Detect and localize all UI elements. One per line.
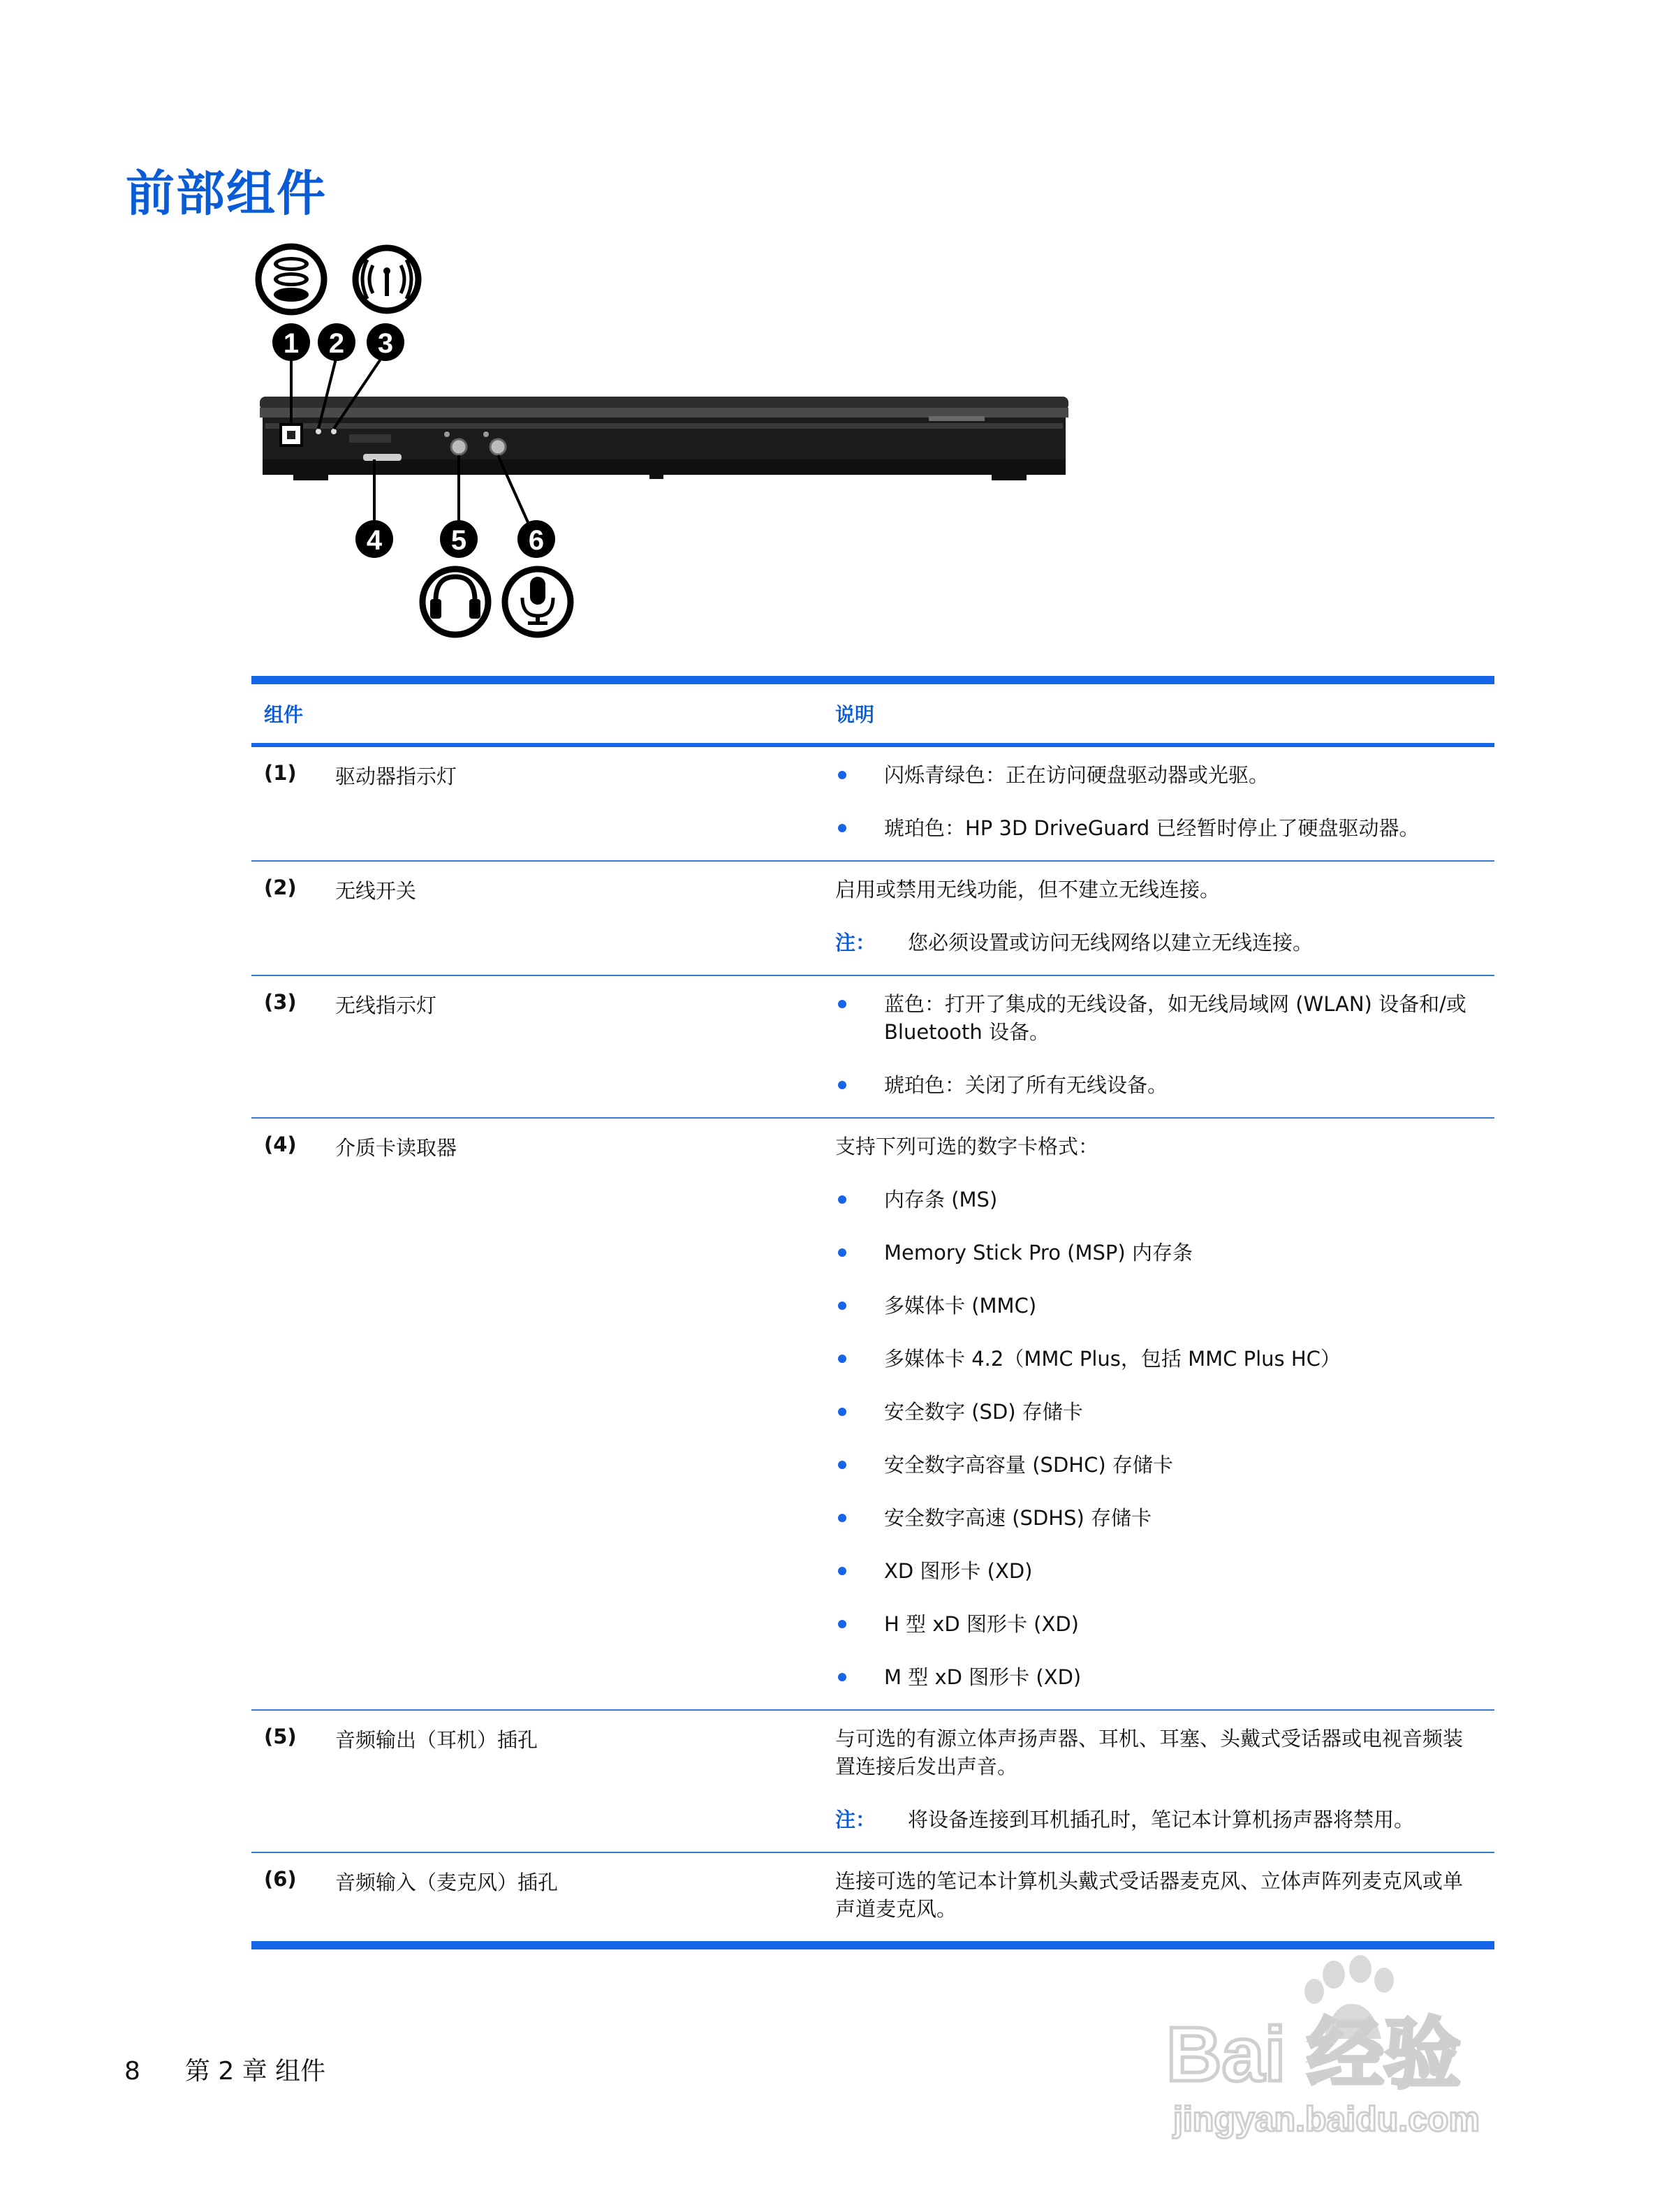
- bullet-item: 安全数字高速 (SDHS) 存储卡: [835, 1504, 1480, 1532]
- headphone-icon: [422, 569, 488, 635]
- watermark-url: jingyan.baidu.com: [1173, 2100, 1480, 2139]
- callout-4: [355, 520, 393, 558]
- row-number: (2): [264, 876, 297, 899]
- description-text: 连接可选的笔记本计算机头戴式受话器麦克风、立体声阵列麦克风或单声道麦克风。: [835, 1869, 1464, 1921]
- watermark-text: Bai 经验: [1166, 2012, 1461, 2097]
- description-cell: [835, 747, 1494, 860]
- chapter-label: 第 2 章 组件: [184, 2057, 326, 2086]
- component-name: 音频输入（麦克风）插孔: [335, 1871, 559, 1894]
- drive-icon: [258, 246, 324, 312]
- wireless-icon: [355, 248, 418, 311]
- bullet-item: Memory Stick Pro (MSP) 内存条: [835, 1239, 1480, 1267]
- note-text: 将设备连接到耳机插孔时，笔记本计算机扬声器将禁用。: [908, 1808, 1415, 1831]
- callout-2: [318, 323, 355, 361]
- header-component: 组件: [264, 703, 304, 726]
- page-title: 前部组件: [126, 165, 327, 222]
- description-text: 与可选的有源立体声扬声器、耳机、耳塞、头戴式受话器或电视音频装置连接后发出声音。: [835, 1727, 1464, 1778]
- svg-text:4: 4: [366, 525, 383, 556]
- bullet-item: 多媒体卡 4.2（MMC Plus，包括 MMC Plus HC）: [835, 1345, 1480, 1373]
- bullet-item: 蓝色：打开了集成的无线设备，如无线局域网 (WLAN) 设备和/或 Bluetooth 设备。: [835, 990, 1480, 1046]
- svg-text:6: 6: [528, 525, 545, 556]
- bullet-item: 安全数字 (SD) 存储卡: [835, 1398, 1480, 1426]
- bullet-item: 内存条 (MS): [835, 1186, 1480, 1214]
- svg-text:3: 3: [377, 328, 394, 359]
- bullet-item: H 型 xD 图形卡 (XD): [835, 1610, 1480, 1638]
- svg-text:5: 5: [450, 525, 467, 556]
- description-cell: [835, 1853, 1494, 1941]
- laptop-body: [260, 397, 1068, 480]
- description-text: 支持下列可选的数字卡格式：: [835, 1135, 1099, 1158]
- page-number: 8: [124, 2057, 140, 2086]
- component-name: 驱动器指示灯: [335, 765, 457, 788]
- table-row: [251, 1853, 1494, 1941]
- bullet-item: 多媒体卡 (MMC): [835, 1292, 1480, 1320]
- component-name: 无线开关: [335, 879, 417, 903]
- header-description: 说明: [835, 703, 875, 726]
- callout-3: [367, 323, 404, 361]
- note: [835, 929, 1480, 957]
- bullet-item: XD 图形卡 (XD): [835, 1557, 1480, 1585]
- table-row: [251, 747, 1494, 862]
- description-text: 启用或禁用无线功能，但不建立无线连接。: [835, 878, 1221, 901]
- svg-text:1: 1: [283, 328, 300, 359]
- callout-5: [440, 520, 478, 558]
- note: [835, 1806, 1480, 1834]
- description-cell: [835, 862, 1494, 975]
- table-row: [251, 1711, 1494, 1853]
- table-row: [251, 1119, 1494, 1711]
- note-text: 您必须设置或访问无线网络以建立无线连接。: [908, 931, 1314, 954]
- bullet-item: M 型 xD 图形卡 (XD): [835, 1663, 1480, 1691]
- row-number: (5): [264, 1725, 297, 1748]
- bullet-item: 闪烁青绿色：正在访问硬盘驱动器或光驱。: [835, 761, 1480, 789]
- component-name: 音频输出（耳机）插孔: [335, 1728, 538, 1752]
- bullet-item: 琥珀色：HP 3D DriveGuard 已经暂时停止了硬盘驱动器。: [835, 814, 1480, 842]
- svg-text:2: 2: [328, 328, 345, 359]
- baidu-watermark: [1159, 1941, 1550, 2151]
- note-label: 注：: [835, 931, 876, 954]
- description-cell: [835, 1711, 1494, 1852]
- description-cell: [835, 1119, 1494, 1709]
- callout-1: [272, 323, 310, 361]
- row-number: (6): [264, 1867, 297, 1891]
- table-row: [251, 976, 1494, 1119]
- table-row: [251, 862, 1494, 976]
- description-cell: [835, 976, 1494, 1117]
- row-number: (4): [264, 1133, 297, 1156]
- bullet-item: 琥珀色：关闭了所有无线设备。: [835, 1071, 1480, 1099]
- microphone-icon: [505, 569, 571, 635]
- note-label: 注：: [835, 1808, 876, 1831]
- table-header: [251, 684, 1494, 747]
- bullet-item: 安全数字高容量 (SDHC) 存储卡: [835, 1451, 1480, 1479]
- component-name: 介质卡读取器: [335, 1136, 457, 1160]
- page-footer: [124, 2051, 325, 2087]
- row-number: (3): [264, 990, 297, 1014]
- row-number: (1): [264, 761, 297, 785]
- laptop-front-figure: [0, 0, 1187, 663]
- table-top-rule: [251, 676, 1494, 684]
- component-table: [251, 676, 1494, 1949]
- callout-6: [517, 520, 555, 558]
- component-name: 无线指示灯: [335, 994, 437, 1017]
